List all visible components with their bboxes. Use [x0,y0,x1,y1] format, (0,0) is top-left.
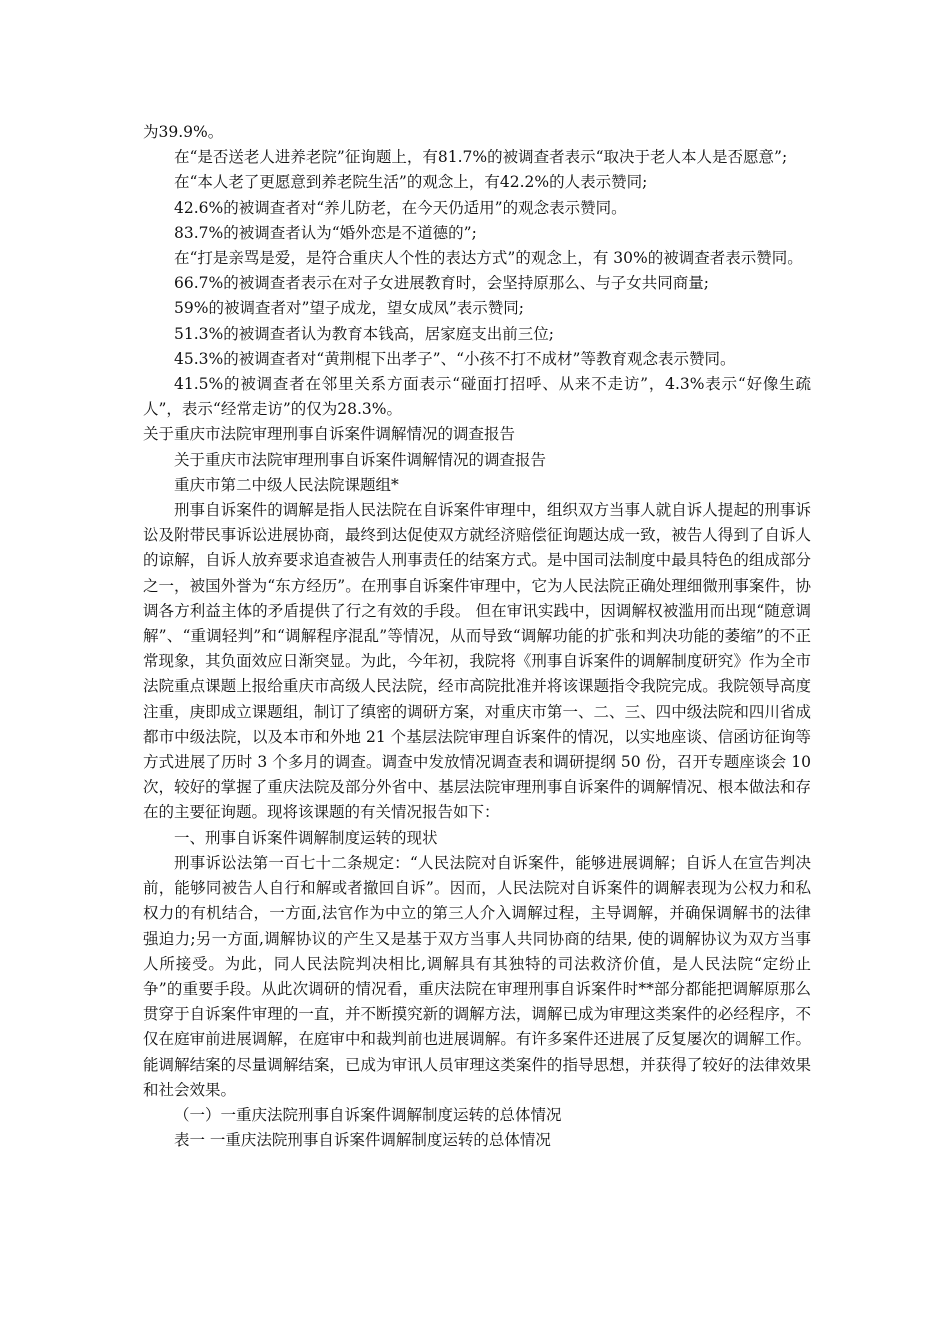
paragraph: 66.7%的被调查者表示在对子女进展教育时，会坚持原那么、与子女共同商量; [174,274,709,293]
report-author: 重庆市第二中级人民法院课题组* [174,475,399,494]
report-title: 关于重庆市法院审理刑事自诉案件调解情况的调查报告 [143,425,516,444]
paragraph: 为39.9%。 [143,123,224,141]
table-caption: 表一 一重庆法院刑事自诉案件调解制度运转的总体情况 [174,1131,551,1150]
paragraph: 在“本人老了更愿意到养老院生活”的观念上，有42.2%的人表示赞同; [174,173,648,192]
paragraph: 45.3%的被调查者对“黄荆棍下出孝子”、“小孩不打不成材”等教育观念表示赞同。 [174,349,736,368]
paragraph: 在“打是亲骂是爱，是符合重庆人个性的表达方式”的观念上，有 30%的被调查者表示赞同。 [174,249,803,268]
paragraph: 42.6%的被调查者对“养儿防老，在今天仍适用”的观念表示赞同。 [174,198,627,217]
paragraph: 在“是否送老人进养老院”征询题上，有81.7%的被调查者表示“取决于老人本人是否愿意”; [174,148,788,167]
paragraph: 59%的被调查者对”望子成龙，望女成凤”表示赞同; [174,299,525,318]
subsection-heading: （一）一重庆法院刑事自诉案件调解制度运转的总体情况 [174,1105,562,1124]
paragraph: 41.5%的被调查者在邻里关系方面表示“碰面打招呼、从来不走访”，4.3%表示“好像生疏人”，表示“经常走访”的仅为28.3%。 [143,375,811,419]
paragraph: 83.7%的被调查者认为“婚外恋是不道德的”; [174,223,477,242]
report-subtitle: 关于重庆市法院审理刑事自诉案件调解情况的调查报告 [174,450,547,469]
paragraph: 刑事自诉案件的调解是指人民法院在自诉案件审理中，组织双方当事人就自诉人提起的刑事诉讼及附带民事诉讼进展协商，最终到达促使双方就经济赔偿征询题达成一致，被告人得到了自诉人的谅解，自诉人放弃要求追查被告人刑事责任的结案方式。是中国司法制度中最具特色的组成部分之一，被国外誉为“东方经历”。在刑事自诉案件审理中，它为人民法院正确处理细微刑事案件，协调各方利益主体的矛盾提供了行之有效的手段。 但在审讯实践中，因调解权被滥用而出现“随意调解”、“重调轻判”和“调解程序混乱”等情况，从而导致“调解功能的扩张和判决功能的萎缩”的不正常现象，其负面效应日渐突显。为此，今年初，我院将《刑事自诉案件的调解制度研究》作为全市法院重点课题上报给重庆市高级人民法院，经市高院批准并将该课题指令我院完成。我院领导高度注重，庚即成立课题组，制订了缜密的调研方案，对重庆市第一、二、三、四中级法院和四川省成都市中级法院，以及本市和外地 21 个基层法院审理自诉案件的情况，以实地座谈、信函访征询等方式进展了历时 3 个多月的调查。调查中发放情况调查表和调研提纲 50 份，召开专题座谈会 10 次，较好的掌握了重庆法院及部分外省中、基层法院审理刑事自诉案件的调解情况、根本做法和存在的主要征询题。现将该课题的有关情况报告如下： [143,501,811,822]
document-body [143,120,811,1153]
paragraph: 刑事诉讼法第一百七十二条规定：“人民法院对自诉案件，能够进展调解；自诉人在宣告判决前，能够同被告人自行和解或者撤回自诉”。因而，人民法院对自诉案件的调解表现为公权力和私权力的有机结合，一方面,法官作为中立的第三人介入调解过程，主导调解，并确保调解书的法律强迫力;另一方面,调解协议的产生又是基于双方当事人共同协商的结果, 使的调解协议为双方当事人所接受。为此，同人民法院判决相比,调解具有其独特的司法救济价值，是人民法院“定纷止争”的重要手段。从此次调研的情况看，重庆法院在审理刑事自诉案件时**部分都能把调解原那么贯穿于自诉案件审理的一直，并不断摸究新的调解方法，调解已成为审理这类案件的必经程序，不仅在庭审前进展调解，在庭审中和裁判前也进展调解。有许多案件还进展了反复屡次的调解工作。能调解结案的尽量调解结案，已成为审讯人员审理这类案件的指导思想，并获得了较好的法律效果和社会效果。 [143,853,811,1099]
paragraph: 51.3%的被调查者认为教育本钱高，居家庭支出前三位; [174,324,554,343]
section-heading: 一、刑事自诉案件调解制度运转的现状 [174,828,438,847]
